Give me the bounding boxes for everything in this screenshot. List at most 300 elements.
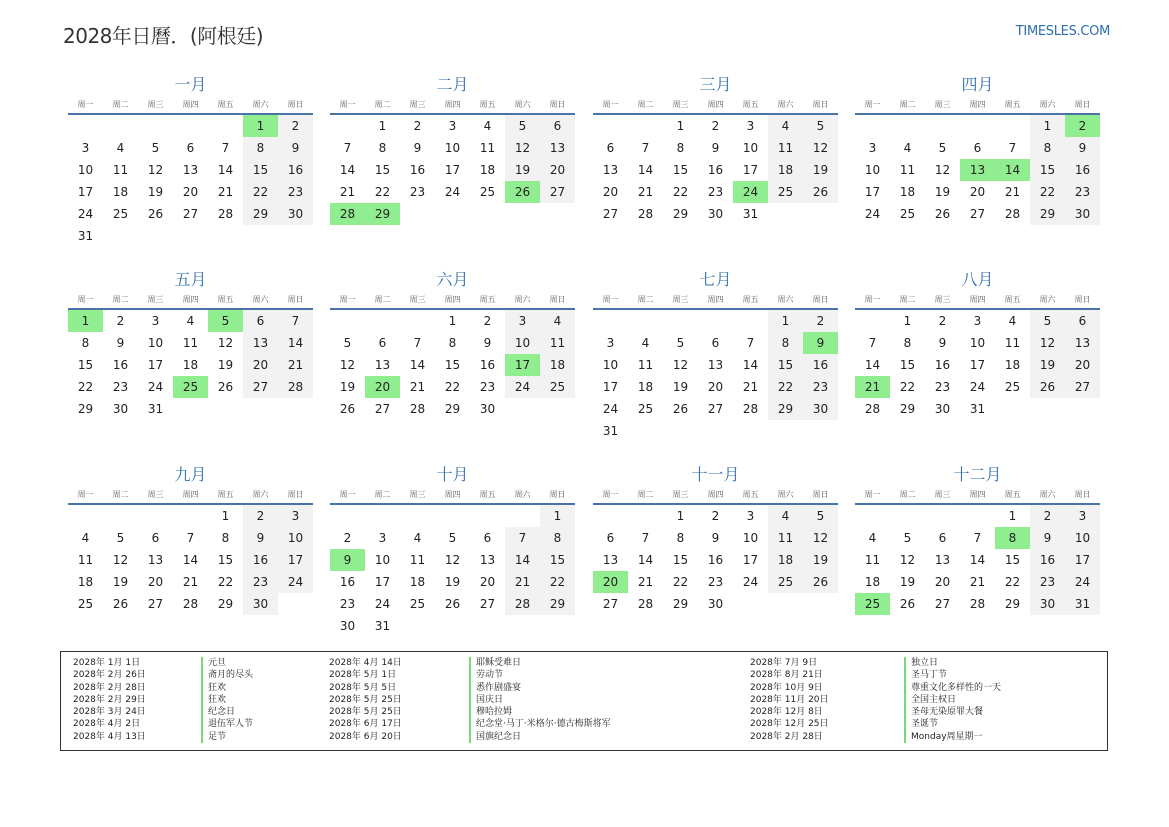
day-cell[interactable]: 17	[742, 163, 759, 177]
day-cell[interactable]: 25	[479, 185, 496, 199]
day-cell[interactable]: 7	[221, 141, 230, 155]
day-cell[interactable]: 14	[409, 358, 426, 372]
day-cell[interactable]: 29	[217, 597, 234, 611]
day-cell[interactable]: 8	[243, 137, 278, 159]
day-cell[interactable]: 3	[973, 314, 982, 328]
day-cell[interactable]: 14	[742, 358, 759, 372]
day-cell[interactable]: 7	[641, 141, 650, 155]
day-cell[interactable]: 16	[1065, 159, 1100, 181]
day-cell[interactable]: 11	[182, 336, 199, 350]
day-cell[interactable]: 29	[768, 398, 803, 420]
day-cell[interactable]: 9	[116, 336, 125, 350]
day-cell[interactable]: 27	[540, 181, 575, 203]
day-cell[interactable]: 27	[602, 597, 619, 611]
day-cell[interactable]: 13	[182, 163, 199, 177]
day-cell[interactable]: 4	[540, 310, 575, 332]
day-cell[interactable]: 15	[1004, 553, 1021, 567]
day-cell[interactable]: 3	[278, 505, 313, 527]
day-cell[interactable]: 12	[217, 336, 234, 350]
day-cell[interactable]: 29	[672, 597, 689, 611]
day-cell[interactable]: 16	[278, 159, 313, 181]
day-cell[interactable]: 3	[746, 119, 755, 133]
day-cell[interactable]: 21	[969, 575, 986, 589]
day-cell[interactable]: 21	[409, 380, 426, 394]
day-cell[interactable]: 16	[409, 163, 426, 177]
day-cell[interactable]: 8	[540, 527, 575, 549]
day-cell[interactable]: 19	[899, 575, 916, 589]
day-cell[interactable]: 15	[217, 553, 234, 567]
day-cell[interactable]: 24	[444, 185, 461, 199]
day-cell[interactable]: 12	[899, 553, 916, 567]
day-cell[interactable]: 16	[479, 358, 496, 372]
day-cell[interactable]: 22	[768, 376, 803, 398]
day-cell[interactable]: 11	[409, 553, 426, 567]
day-cell[interactable]: 4	[768, 115, 803, 137]
day-cell[interactable]: 31	[969, 402, 986, 416]
day-cell[interactable]: 4	[81, 531, 90, 545]
day-cell[interactable]: 1	[768, 310, 803, 332]
day-cell[interactable]: 16	[803, 354, 838, 376]
day-cell[interactable]: 18	[637, 380, 654, 394]
day-cell[interactable]: 22	[77, 380, 94, 394]
day-cell[interactable]: 18	[112, 185, 129, 199]
day-cell[interactable]: 17	[742, 553, 759, 567]
day-cell[interactable]: 15	[768, 354, 803, 376]
day-cell[interactable]: 3	[606, 336, 615, 350]
day-cell[interactable]: 13	[540, 137, 575, 159]
day-cell[interactable]: 24	[864, 207, 881, 221]
day-cell[interactable]: 9	[1030, 527, 1065, 549]
day-cell[interactable]: 12	[112, 553, 129, 567]
day-cell[interactable]: 9	[938, 336, 947, 350]
day-cell[interactable]: 18	[540, 354, 575, 376]
day-cell[interactable]: 4	[186, 314, 195, 328]
day-cell[interactable]: 27	[479, 597, 496, 611]
day-cell[interactable]: 7	[1008, 141, 1017, 155]
day-cell[interactable]: 6	[606, 531, 615, 545]
day-cell[interactable]: 27	[1065, 376, 1100, 398]
day-cell[interactable]: 29	[243, 203, 278, 225]
day-cell[interactable]: 14	[339, 163, 356, 177]
day-cell[interactable]: 27	[969, 207, 986, 221]
day-cell[interactable]: 15	[444, 358, 461, 372]
day-cell[interactable]: 2	[483, 314, 492, 328]
day-cell[interactable]: 18	[768, 549, 803, 571]
day-cell[interactable]: 1	[378, 119, 387, 133]
day-cell[interactable]: 3	[505, 310, 540, 332]
day-cell[interactable]: 15	[672, 553, 689, 567]
day-cell[interactable]: 26	[339, 402, 356, 416]
day-cell[interactable]: 23	[339, 597, 356, 611]
day-cell[interactable]: 13	[602, 163, 619, 177]
day-cell[interactable]: 8	[81, 336, 90, 350]
day-cell[interactable]: 4	[483, 119, 492, 133]
day-cell[interactable]: 18	[899, 185, 916, 199]
day-cell[interactable]: 24	[602, 402, 619, 416]
day-cell[interactable]: 17	[374, 575, 391, 589]
day-cell[interactable]: 27	[934, 597, 951, 611]
day-cell[interactable]: 20	[707, 380, 724, 394]
day-cell[interactable]: 23	[934, 380, 951, 394]
day-cell[interactable]: 12	[444, 553, 461, 567]
day-cell[interactable]: 6	[243, 310, 278, 332]
day-cell[interactable]: 16	[339, 575, 356, 589]
day-cell[interactable]: 5	[938, 141, 947, 155]
day-cell[interactable]: 14	[637, 163, 654, 177]
day-cell[interactable]: 11	[768, 527, 803, 549]
day-cell[interactable]: 29	[77, 402, 94, 416]
day-cell[interactable]: 13	[479, 553, 496, 567]
day-cell[interactable]: 10	[864, 163, 881, 177]
day-cell[interactable]: 29	[444, 402, 461, 416]
day-cell[interactable]: 21	[339, 185, 356, 199]
day-cell[interactable]: 20	[934, 575, 951, 589]
day-cell[interactable]: 31	[1065, 593, 1100, 615]
day-cell[interactable]: 28	[864, 402, 881, 416]
day-cell[interactable]: 20	[147, 575, 164, 589]
day-cell[interactable]: 28	[742, 402, 759, 416]
day-cell[interactable]: 13	[147, 553, 164, 567]
day-cell[interactable]: 20	[969, 185, 986, 199]
day-cell[interactable]: 8	[1030, 137, 1065, 159]
day-cell[interactable]: 22	[672, 185, 689, 199]
day-cell[interactable]: 12	[803, 137, 838, 159]
day-cell[interactable]: 1	[903, 314, 912, 328]
day-cell[interactable]: 5	[448, 531, 457, 545]
day-cell[interactable]: 21	[505, 571, 540, 593]
day-cell[interactable]: 10	[969, 336, 986, 350]
day-cell[interactable]: 21	[637, 185, 654, 199]
day-cell[interactable]: 24	[969, 380, 986, 394]
day-cell[interactable]: 2	[413, 119, 422, 133]
day-cell[interactable]: 25	[768, 181, 803, 203]
day-cell[interactable]: 26	[1030, 376, 1065, 398]
day-cell[interactable]: 20	[182, 185, 199, 199]
day-cell[interactable]: 10	[602, 358, 619, 372]
day-cell[interactable]: 5	[903, 531, 912, 545]
day-cell[interactable]: 22	[374, 185, 391, 199]
day-cell[interactable]: 17	[278, 549, 313, 571]
day-cell[interactable]: 5	[116, 531, 125, 545]
day-cell[interactable]: 22	[243, 181, 278, 203]
day-cell[interactable]: 7	[746, 336, 755, 350]
day-cell[interactable]: 24	[147, 380, 164, 394]
day-cell[interactable]: 30	[1030, 593, 1065, 615]
holiday-day-cell[interactable]: 25	[855, 593, 890, 615]
day-cell[interactable]: 25	[77, 597, 94, 611]
day-cell[interactable]: 14	[217, 163, 234, 177]
day-cell[interactable]: 6	[186, 141, 195, 155]
day-cell[interactable]: 10	[505, 332, 540, 354]
holiday-day-cell[interactable]: 9	[803, 332, 838, 354]
day-cell[interactable]: 14	[864, 358, 881, 372]
day-cell[interactable]: 8	[903, 336, 912, 350]
day-cell[interactable]: 17	[602, 380, 619, 394]
holiday-day-cell[interactable]: 24	[733, 181, 768, 203]
day-cell[interactable]: 30	[243, 593, 278, 615]
day-cell[interactable]: 6	[711, 336, 720, 350]
day-cell[interactable]: 2	[243, 505, 278, 527]
day-cell[interactable]: 23	[1030, 571, 1065, 593]
day-cell[interactable]: 16	[243, 549, 278, 571]
day-cell[interactable]: 11	[637, 358, 654, 372]
day-cell[interactable]: 13	[1065, 332, 1100, 354]
day-cell[interactable]: 10	[374, 553, 391, 567]
day-cell[interactable]: 4	[641, 336, 650, 350]
holiday-day-cell[interactable]: 25	[173, 376, 208, 398]
day-cell[interactable]: 2	[938, 314, 947, 328]
holiday-day-cell[interactable]: 20	[365, 376, 400, 398]
day-cell[interactable]: 11	[864, 553, 881, 567]
day-cell[interactable]: 20	[1065, 354, 1100, 376]
day-cell[interactable]: 24	[77, 207, 94, 221]
day-cell[interactable]: 26	[934, 207, 951, 221]
day-cell[interactable]: 4	[116, 141, 125, 155]
day-cell[interactable]: 29	[1004, 597, 1021, 611]
day-cell[interactable]: 12	[505, 137, 540, 159]
day-cell[interactable]: 15	[899, 358, 916, 372]
day-cell[interactable]: 10	[742, 531, 759, 545]
day-cell[interactable]: 4	[1008, 314, 1017, 328]
holiday-day-cell[interactable]: 2	[1065, 115, 1100, 137]
day-cell[interactable]: 16	[112, 358, 129, 372]
day-cell[interactable]: 20	[540, 159, 575, 181]
day-cell[interactable]: 22	[444, 380, 461, 394]
day-cell[interactable]: 13	[934, 553, 951, 567]
site-link[interactable]: TIMESLES.COM	[1015, 24, 1110, 39]
day-cell[interactable]: 25	[540, 376, 575, 398]
day-cell[interactable]: 12	[934, 163, 951, 177]
day-cell[interactable]: 19	[934, 185, 951, 199]
day-cell[interactable]: 8	[378, 141, 387, 155]
day-cell[interactable]: 22	[217, 575, 234, 589]
day-cell[interactable]: 22	[540, 571, 575, 593]
day-cell[interactable]: 30	[934, 402, 951, 416]
day-cell[interactable]: 23	[707, 575, 724, 589]
holiday-day-cell[interactable]: 29	[365, 203, 400, 225]
day-cell[interactable]: 30	[278, 203, 313, 225]
day-cell[interactable]: 7	[343, 141, 352, 155]
day-cell[interactable]: 18	[1004, 358, 1021, 372]
day-cell[interactable]: 1	[221, 509, 230, 523]
day-cell[interactable]: 10	[147, 336, 164, 350]
day-cell[interactable]: 17	[969, 358, 986, 372]
day-cell[interactable]: 16	[707, 553, 724, 567]
day-cell[interactable]: 14	[182, 553, 199, 567]
day-cell[interactable]: 11	[899, 163, 916, 177]
day-cell[interactable]: 28	[278, 376, 313, 398]
day-cell[interactable]: 18	[768, 159, 803, 181]
day-cell[interactable]: 26	[444, 597, 461, 611]
day-cell[interactable]: 1	[1008, 509, 1017, 523]
day-cell[interactable]: 18	[864, 575, 881, 589]
day-cell[interactable]: 28	[217, 207, 234, 221]
day-cell[interactable]: 13	[602, 553, 619, 567]
day-cell[interactable]: 2	[711, 509, 720, 523]
day-cell[interactable]: 2	[803, 310, 838, 332]
day-cell[interactable]: 8	[676, 531, 685, 545]
holiday-day-cell[interactable]: 5	[208, 310, 243, 332]
day-cell[interactable]: 25	[409, 597, 426, 611]
day-cell[interactable]: 7	[973, 531, 982, 545]
day-cell[interactable]: 27	[243, 376, 278, 398]
day-cell[interactable]: 23	[1065, 181, 1100, 203]
day-cell[interactable]: 30	[1065, 203, 1100, 225]
day-cell[interactable]: 20	[602, 185, 619, 199]
holiday-day-cell[interactable]: 28	[330, 203, 365, 225]
day-cell[interactable]: 5	[151, 141, 160, 155]
day-cell[interactable]: 5	[676, 336, 685, 350]
day-cell[interactable]: 17	[444, 163, 461, 177]
day-cell[interactable]: 9	[1065, 137, 1100, 159]
day-cell[interactable]: 31	[374, 619, 391, 633]
day-cell[interactable]: 26	[672, 402, 689, 416]
day-cell[interactable]: 12	[672, 358, 689, 372]
day-cell[interactable]: 6	[1065, 310, 1100, 332]
day-cell[interactable]: 3	[746, 509, 755, 523]
day-cell[interactable]: 11	[1004, 336, 1021, 350]
day-cell[interactable]: 21	[1004, 185, 1021, 199]
day-cell[interactable]: 18	[409, 575, 426, 589]
day-cell[interactable]: 19	[112, 575, 129, 589]
day-cell[interactable]: 23	[278, 181, 313, 203]
day-cell[interactable]: 1	[540, 505, 575, 527]
day-cell[interactable]: 11	[77, 553, 94, 567]
day-cell[interactable]: 15	[540, 549, 575, 571]
day-cell[interactable]: 6	[938, 531, 947, 545]
day-cell[interactable]: 7	[278, 310, 313, 332]
day-cell[interactable]: 18	[182, 358, 199, 372]
day-cell[interactable]: 24	[278, 571, 313, 593]
day-cell[interactable]: 17	[77, 185, 94, 199]
day-cell[interactable]: 23	[243, 571, 278, 593]
day-cell[interactable]: 21	[182, 575, 199, 589]
day-cell[interactable]: 1	[676, 119, 685, 133]
day-cell[interactable]: 28	[182, 597, 199, 611]
day-cell[interactable]: 2	[278, 115, 313, 137]
day-cell[interactable]: 14	[637, 553, 654, 567]
day-cell[interactable]: 2	[116, 314, 125, 328]
day-cell[interactable]: 24	[505, 376, 540, 398]
day-cell[interactable]: 29	[540, 593, 575, 615]
day-cell[interactable]: 25	[1004, 380, 1021, 394]
day-cell[interactable]: 25	[899, 207, 916, 221]
day-cell[interactable]: 5	[505, 115, 540, 137]
day-cell[interactable]: 27	[182, 207, 199, 221]
day-cell[interactable]: 27	[147, 597, 164, 611]
day-cell[interactable]: 19	[1030, 354, 1065, 376]
day-cell[interactable]: 19	[147, 185, 164, 199]
day-cell[interactable]: 20	[243, 354, 278, 376]
day-cell[interactable]: 4	[903, 141, 912, 155]
day-cell[interactable]: 10	[742, 141, 759, 155]
day-cell[interactable]: 31	[147, 402, 164, 416]
day-cell[interactable]: 17	[147, 358, 164, 372]
day-cell[interactable]: 5	[803, 505, 838, 527]
day-cell[interactable]: 7	[868, 336, 877, 350]
day-cell[interactable]: 15	[672, 163, 689, 177]
day-cell[interactable]: 7	[413, 336, 422, 350]
day-cell[interactable]: 23	[707, 185, 724, 199]
holiday-day-cell[interactable]: 1	[68, 310, 103, 332]
day-cell[interactable]: 9	[711, 531, 720, 545]
holiday-day-cell[interactable]: 8	[995, 527, 1030, 549]
day-cell[interactable]: 13	[243, 332, 278, 354]
day-cell[interactable]: 26	[112, 597, 129, 611]
day-cell[interactable]: 3	[448, 119, 457, 133]
day-cell[interactable]: 4	[768, 505, 803, 527]
holiday-day-cell[interactable]: 26	[505, 181, 540, 203]
day-cell[interactable]: 29	[899, 402, 916, 416]
day-cell[interactable]: 15	[1030, 159, 1065, 181]
day-cell[interactable]: 20	[479, 575, 496, 589]
day-cell[interactable]: 27	[602, 207, 619, 221]
day-cell[interactable]: 21	[278, 354, 313, 376]
day-cell[interactable]: 8	[676, 141, 685, 155]
holiday-day-cell[interactable]: 9	[330, 549, 365, 571]
day-cell[interactable]: 14	[505, 549, 540, 571]
holiday-day-cell[interactable]: 1	[243, 115, 278, 137]
day-cell[interactable]: 13	[374, 358, 391, 372]
holiday-day-cell[interactable]: 14	[995, 159, 1030, 181]
day-cell[interactable]: 11	[479, 141, 496, 155]
day-cell[interactable]: 10	[444, 141, 461, 155]
day-cell[interactable]: 5	[803, 115, 838, 137]
day-cell[interactable]: 12	[147, 163, 164, 177]
day-cell[interactable]: 11	[112, 163, 129, 177]
day-cell[interactable]: 19	[803, 549, 838, 571]
day-cell[interactable]: 30	[339, 619, 356, 633]
day-cell[interactable]: 29	[1030, 203, 1065, 225]
day-cell[interactable]: 23	[112, 380, 129, 394]
day-cell[interactable]: 27	[707, 402, 724, 416]
day-cell[interactable]: 24	[742, 575, 759, 589]
day-cell[interactable]: 21	[637, 575, 654, 589]
day-cell[interactable]: 21	[742, 380, 759, 394]
day-cell[interactable]: 2	[343, 531, 352, 545]
day-cell[interactable]: 28	[969, 597, 986, 611]
day-cell[interactable]: 12	[803, 527, 838, 549]
day-cell[interactable]: 16	[934, 358, 951, 372]
day-cell[interactable]: 3	[1065, 505, 1100, 527]
day-cell[interactable]: 28	[505, 593, 540, 615]
day-cell[interactable]: 26	[217, 380, 234, 394]
day-cell[interactable]: 23	[409, 185, 426, 199]
day-cell[interactable]: 1	[1030, 115, 1065, 137]
day-cell[interactable]: 17	[1065, 549, 1100, 571]
day-cell[interactable]: 31	[77, 229, 94, 243]
day-cell[interactable]: 8	[448, 336, 457, 350]
day-cell[interactable]: 10	[278, 527, 313, 549]
day-cell[interactable]: 6	[540, 115, 575, 137]
day-cell[interactable]: 24	[1065, 571, 1100, 593]
day-cell[interactable]: 7	[186, 531, 195, 545]
day-cell[interactable]: 3	[151, 314, 160, 328]
day-cell[interactable]: 22	[899, 380, 916, 394]
day-cell[interactable]: 24	[374, 597, 391, 611]
day-cell[interactable]: 15	[243, 159, 278, 181]
day-cell[interactable]: 17	[864, 185, 881, 199]
day-cell[interactable]: 28	[409, 402, 426, 416]
day-cell[interactable]: 30	[803, 398, 838, 420]
day-cell[interactable]: 15	[374, 163, 391, 177]
day-cell[interactable]: 25	[637, 402, 654, 416]
day-cell[interactable]: 11	[768, 137, 803, 159]
day-cell[interactable]: 5	[1030, 310, 1065, 332]
day-cell[interactable]: 6	[378, 336, 387, 350]
day-cell[interactable]: 6	[483, 531, 492, 545]
day-cell[interactable]: 11	[540, 332, 575, 354]
